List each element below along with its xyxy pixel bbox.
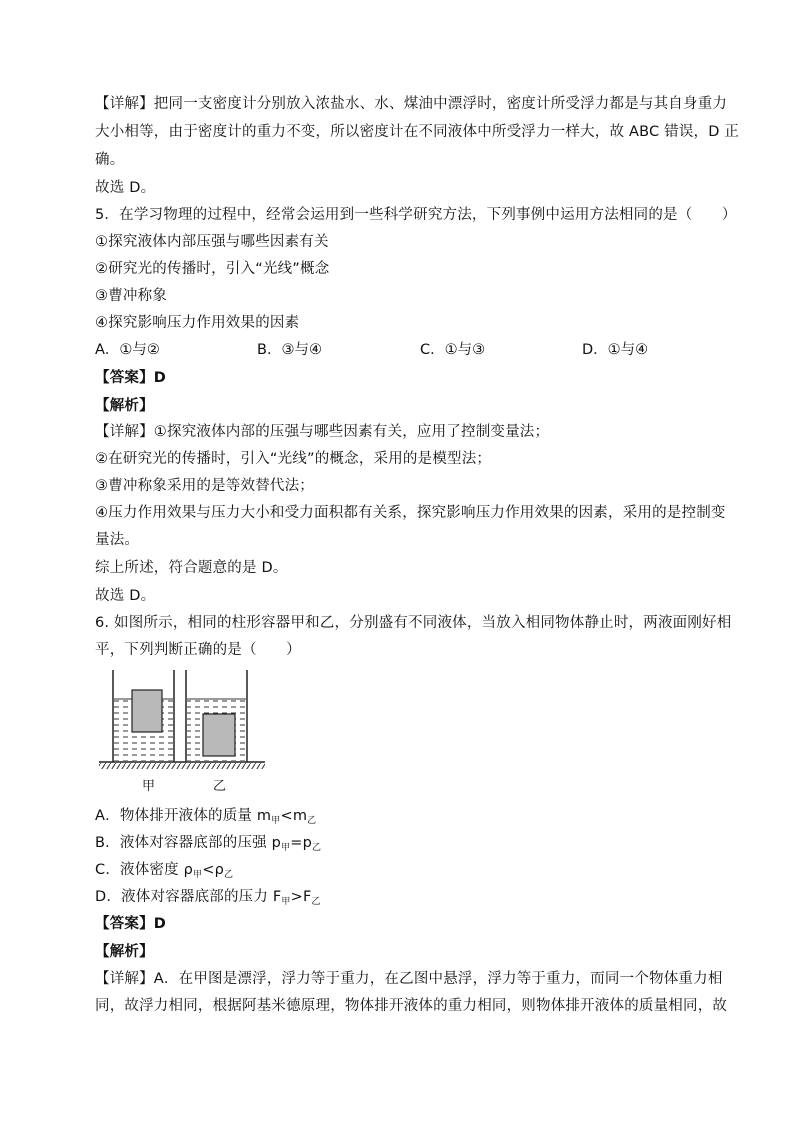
detail-text: 确。 [95, 152, 125, 168]
q5-choose-line: 故选 D。 [95, 588, 156, 604]
detail-text: 大小相等，由于密度计的重力不变，所以密度计在不同液体中所受浮力一样大，故 ABC 错误，D 正 [95, 124, 740, 140]
q6-option-b: B．液体对容器底部的压强 $p_甲=p_乙$ [95, 835, 322, 853]
q5-analysis-label: 【解析】 [95, 398, 154, 414]
question-5-stem: 5．在学习物理的过程中，经常会运用到一些科学研究方法，下列事例中运用方法相同的是（ ） [95, 207, 737, 223]
q5-answer: 【答案】D [95, 370, 167, 386]
q5-option-b: B．③与④ [257, 342, 322, 358]
q5-detail-line: ③曹冲称象采用的是等效替代法； [95, 478, 314, 494]
question-6-stem: 6. 如图所示，相同的柱形容器甲和乙，分别盛有不同液体，当放入相同物体静止时，两液面刚好相 [95, 615, 732, 631]
ground [99, 762, 265, 769]
label-jia: 甲 [142, 779, 156, 794]
suspended-block [203, 714, 235, 756]
containers-figure [95, 668, 270, 798]
q5-option-d: D．①与④ [582, 342, 649, 358]
q5-option-c: C．①与③ [420, 342, 486, 358]
q5-detail-line: ④压力作用效果与压力大小和受力面积都有关系，探究影响压力作用效果的因素，采用的是控制变 [95, 505, 726, 521]
detail-text: 【详解】把同一支密度计分别放入浓盐水、水、煤油中漂浮时，密度计所受浮力都是与其自身重力 [95, 96, 728, 112]
q6-detail-line: 【详解】A．在甲图是漂浮，浮力等于重力，在乙图中悬浮，浮力等于重力，而同一个物体重力相 [95, 971, 723, 987]
q5-item-1: ①探究液体内部压强与哪些因素有关 [95, 234, 329, 250]
q5-detail-line: 【详解】①探究液体内部的压强与哪些因素有关，应用了控制变量法； [95, 424, 550, 440]
container-yi [186, 670, 247, 762]
q5-detail-line: ②在研究光的传播时，引入“光线”的概念，采用的是模型法； [95, 451, 492, 467]
q5-detail-line: 综上所述，符合题意的是 D。 [95, 560, 288, 576]
label-yi: 乙 [213, 779, 227, 794]
q6-detail-line: 同，故浮力相同，根据阿基米德原理，物体排开液体的重力相同，则物体排开液体的质量相同，故 [95, 998, 728, 1014]
q5-detail-line: 量法。 [95, 532, 140, 548]
q6-option-a: A．物体排开液体的质量 $m_甲<m_乙$ [95, 808, 317, 826]
q6-option-d: D．液体对容器底部的压力 $F_甲>F_乙$ [95, 889, 321, 907]
question-6-stem: 平，下列判断正确的是（ ） [95, 642, 301, 658]
q5-item-2: ②研究光的传播时，引入“光线”概念 [95, 261, 330, 277]
container-jia [113, 670, 174, 762]
floating-block [132, 690, 162, 732]
q6-option-c: C．液体密度 $\rho_甲<\rho_乙$ [95, 862, 234, 880]
choose-line: 故选 D。 [95, 180, 156, 196]
q5-option-a: A．①与② [95, 342, 160, 358]
q6-answer: 【答案】D [95, 916, 167, 932]
q5-item-4: ④探究影响压力作用效果的因素 [95, 315, 300, 331]
q6-analysis-label: 【解析】 [95, 944, 154, 960]
q5-item-3: ③曹冲称象 [95, 288, 167, 304]
